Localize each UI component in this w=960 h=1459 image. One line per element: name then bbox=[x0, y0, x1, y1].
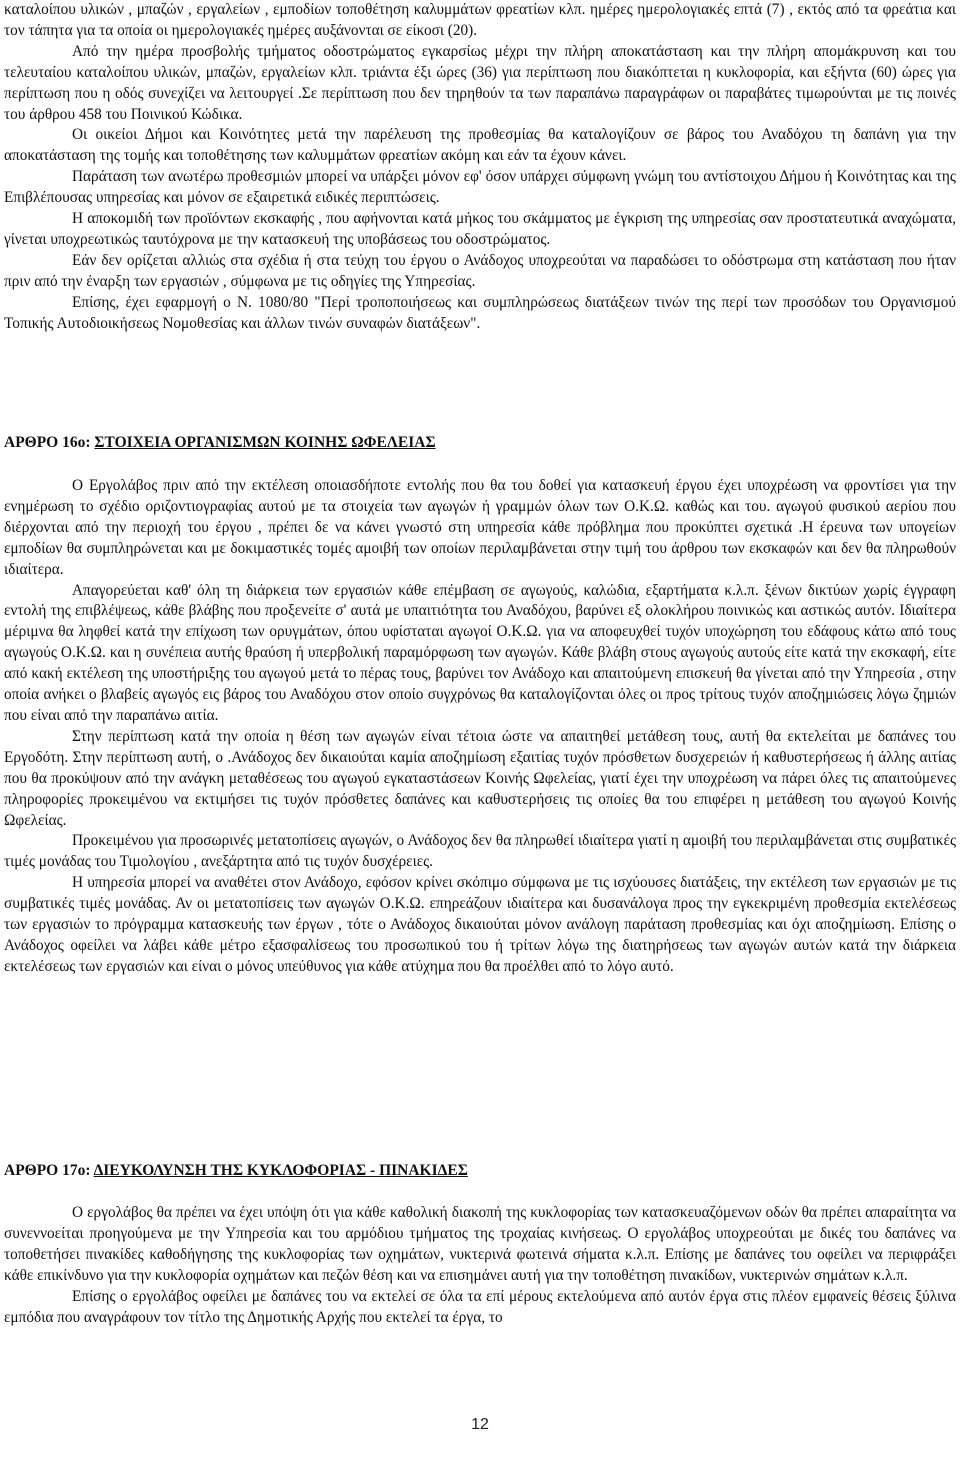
article-17-heading bbox=[4, 1161, 468, 1181]
article-17-body bbox=[4, 1203, 956, 1328]
paragraph: Εάν δεν ορίζεται αλλιώς στα σχέδια ή στα τεύχη του έργου ο Ανάδοχος υποχρεούται να παραδώσει το οδόστρωμα στη κατάσταση που ήταν πριν από την έναρξη των εργασιών , σύμφωνα με τις οδηγίες της Υπηρεσίας. bbox=[4, 251, 956, 290]
article-16-heading bbox=[4, 433, 436, 453]
article-17-number: ΑΡΘΡΟ 17ο: bbox=[4, 1162, 94, 1179]
paragraph: Απαγορεύεται καθ' όλη τη διάρκεια των εργασιών κάθε επέμβαση σε αγωγούς, καλώδια, εξαρτήματα κ.λ.π. ξένων δικτύων χωρίς έγγραφη εντολή της επιβλέψεως, κάθε βλάβης που προξενείτε σ' αυτά με υπαιτιότητα του Αναδόχου, βαρύνει εξ ολοκλήρου ποινικώς και αστικώς αυτόν. Ιδιαίτερα μέριμνα θα ληφθεί κατά την επίχωση των ορυγμάτων, όπου υφίσταται αγωγοί Ο.Κ.Ω. για να αποφευχθεί τυχόν υποχώρηση του εδάφους κάτω από τους αγωγούς Ο.Κ.Ω. και η συνέπεια αυτής θραύση ή υπερβολική παραμόρφωση των αγωγών. Κάθε βλάβη στους αγωγούς αυτούς είτε κατά την εκσκαφή, είτε από κακή εκτέλεση της υποστήριξης του αγωγού μετά το πέρας τους, βαρύνει τον Ανάδοχο και απαιτούμενη επισκευή θα γίνεται από την Υπηρεσία , στην οποία ανήκει ο βλαβείς αγωγός εις βάρος του Αναδόχου στον οποίο συγχρόνως θα καταλογίζονται όλες οι προς τρίτους τυχόν αποζημιώσεις λόγω ζημιών που είναι από την παραπάνω αιτία. bbox=[4, 581, 956, 724]
paragraph: Στην περίπτωση κατά την οποία η θέση των αγωγών είναι τέτοια ώστε να απαιτηθεί μετάθεση τους, αυτή θα εκτελείται με δαπάνες του Εργοδότη. Στην περίπτωση αυτή, ο .Ανάδοχος δεν δικαιούται καμία αποζημίωση εξαιτίας τυχόν πρόσθετων δυσχερειών ή καθυστερήσεως ή άλλης αιτίας που θα προκύψουν από την ανάγκη μεταθέσεως του αγωγού εγκαταστάσεων Κοινής Ωφελείας, γιατί έχει την υποχρέωση να πάρει όλες τις απαιτούμενες πληροφορίες προκειμένου να εκτιμήσει τις τυχόν πρόσθετες δαπάνες και καθυστερήσεις τις οποίες θα του επιφέρει η μετάθεση του αγωγού Κοινής Ωφελείας. bbox=[4, 727, 956, 829]
paragraph: Ο Εργολάβος πριν από την εκτέλεση οποιασδήποτε εντολής που θα του δοθεί για κατασκευή έργου έχει υποχρέωση να φροντίσει για την ενημέρωση το σχέδιο οριζοντιογραφίας αυτού με τα στοιχεία των αγωγών ή γραμμών όλων των Ο.Κ.Ω. καθώς και του. αγωγού φυσικού αερίου που διέρχονται από την περιοχή του έργου , πρέπει δε να κάνει γνωστό στη υπηρεσία κάθε πρόβλημα που προκύπτει σχετικά .Η έρευνα των υπογείων εμποδίων θα συμπληρώνεται και με δοκιμαστικές τομές αμοιβή των οποίων περιλαμβάνεται στην τιμή του άρθρου των εκσκαφών και δεν θα πληρωθούν ιδιαίτερα. bbox=[4, 477, 956, 578]
paragraph: Από την ημέρα προσβολής τμήματος οδοστρώματος εγκαρσίως μέχρι την πλήρη αποκατάσταση και την πλήρη απομάκρυνση και του τελευταίου καταλοίπου υλικών, μπαζών, εργαλείων κλπ. τριάντα έξι ώρες (36) για περίπτωση που διακόπτεται η κυκλοφορία, και εξήντα (60) ώρες για περίπτωση που η οδός συνεχίζει να λειτουργεί .Σε περίπτωση που δεν τηρηθούν τα των παραπάνω παραγράφων οι παραβάτες τιμωρούνται με τις ποινές του άρθρου 458 του Ποινικού Κώδικα. bbox=[4, 42, 956, 123]
paragraph: Επίσης, έχει εφαρμογή ο Ν. 1080/80 "Περί τροποποιήσεως και συμπληρώσεως διατάξεων τινών της περί των προσόδων του Οργανισμού Τοπικής Αυτοδιοικήσεως Νομοθεσίας και άλλων τινών συναφών διατάξεων". bbox=[4, 293, 956, 332]
paragraph: Ο εργολάβος θα πρέπει να έχει υπόψη ότι για κάθε καθολική διακοπή της κυκλοφορίας των κατασκευαζόμενων οδών θα πρέπει απαραίτητα να συνεννοείται προηγούμενα με την Υπηρεσία και του αρμόδιου τμήματος της τροχαίας κινήσεως. Ο εργολάβος υποχρεούται με δικές του δαπάνες να τοποθετήσει πινακίδες καθοδήγησης της κυκλοφορίας των οχημάτων, νυκτερινά φωτεινά σήματα κ.λ.π. Επίσης με δαπάνες του οφείλει να περιφράξει κάθε επικίνδυνο για την κυκλοφορία οχημάτων και πεζών θέση και να επισημάνει αυτή για την τοποθέτηση πινακίδων, νυκτερινών σημάτων κ.λ.π. bbox=[4, 1204, 956, 1284]
paragraph: Παράταση των ανωτέρω προθεσμιών μπορεί να υπάρξει μόνον εφ' όσον υπάρχει σύμφωνη γνώμη του αντίστοιχου Δήμου ή Κοινότητας και της Επιβλέπουσας υπηρεσίας και μόνον σε εξαιρετικά ειδικές περιπτώσεις. bbox=[4, 168, 956, 207]
article-16-number: ΑΡΘΡΟ 16ο: bbox=[4, 434, 95, 451]
article-16-title: ΣΤΟΙΧΕΙΑ ΟΡΓΑΝΙΣΜΩΝ ΚΟΙΝΗΣ ΩΦΕΛΕΙΑΣ bbox=[94, 434, 436, 451]
page-number: 12 bbox=[471, 1416, 489, 1433]
article-17-title: ΔΙΕΥΚΟΛΥΝΣΗ ΤΗΣ ΚΥΚΛΟΦΟΡΙΑΣ - ΠΙΝΑΚΙΔΕΣ bbox=[93, 1162, 468, 1179]
article-16-body bbox=[4, 476, 956, 978]
paragraph: καταλοίπου υλικών , μπαζών , εργαλείων , εμποδίων τοποθέτηση καλυμμάτων φρεατίων κλπ. ημέρες ημερολογιακές επτά (7) , εκτός από τα φρεάτια και τον τάπητα για τα οποία οι ημερολογιακές ημέρες αυξάνονται σε είκοσι (20). bbox=[4, 1, 956, 39]
paragraph: Οι οικείοι Δήμοι και Κοινότητες μετά την παρέλευση της προθεσμίας θα καταλογίζουν σε βάρος του Αναδόχου τη δαπάνη για την αποκατάσταση της τομής και τοποθέτησης των καλυμμάτων φρεατίων ακόμη και εάν τα έχουν κάνει. bbox=[4, 126, 956, 165]
paragraph: Επίσης ο εργολάβος οφείλει με δαπάνες του να εκτελεί σε όλα τα επί μέρους εκτελούμενα από αυτόν έργα στις πλέον εμφανείς θέσεις ξύλινα εμπόδια που αναγράφουν τον τίτλο της Δημοτικής Αρχής που εκτελεί τα έργα, το bbox=[4, 1287, 956, 1326]
intro-section bbox=[4, 0, 956, 335]
paragraph: Η αποκομιδή των προϊόντων εκσκαφής , που αφήνονται κατά μήκος του σκάμματος με έγκριση της υπηρεσίας σαν προστατευτικά αναχώματα, γίνεται υποχρεωτικώς ταυτόχρονα με την κατασκευή της υποβάσεως του οδοστρώματος. bbox=[4, 210, 956, 248]
paragraph: Προκειμένου για προσωρινές μετατοπίσεις αγωγών, ο Ανάδοχος δεν θα πληρωθεί ιδιαίτερα γιατί η αμοιβή του περιλαμβάνεται στις συμβατικές τιμές μονάδας του Τιμολογίου , ανεξάρτητα από τις τυχόν δυσχέρειες. bbox=[4, 832, 956, 871]
paragraph: Η υπηρεσία μπορεί να αναθέτει στον Ανάδοχο, εφόσον κρίνει σκόπιμο σύμφωνα με τις ισχύουσες διατάξεις, την εκτέλεση των εργασιών με τις συμβατικές τιμές μονάδας. Αν οι μετατοπίσεις των αγωγών Ο.Κ.Ω. επηρεάζουν ιδιαίτερα και δυσανάλογα προς την εγκεκριμένη προθεσμία εκτελέσεως των εργασιών το πρόγραμμα κατασκευής των έργων , τότε ο Ανάδοχος δικαιούται μόνον ανάλογη παράταση προθεσμίας και όχι αποζημίωση. Επίσης ο Ανάδοχος οφείλει να λάβει κάθε μέτρο εξασφαλίσεως του προσωπικού του ή τρίτων λόγω της διατηρήσεως των αγωγών αυτών κατά την διάρκεια εκτελέσεως των εργασιών και είναι ο μόνος υπεύθυνος για κάθε ατύχημα που θα προέλθει από το λόγο αυτό. bbox=[4, 874, 956, 975]
